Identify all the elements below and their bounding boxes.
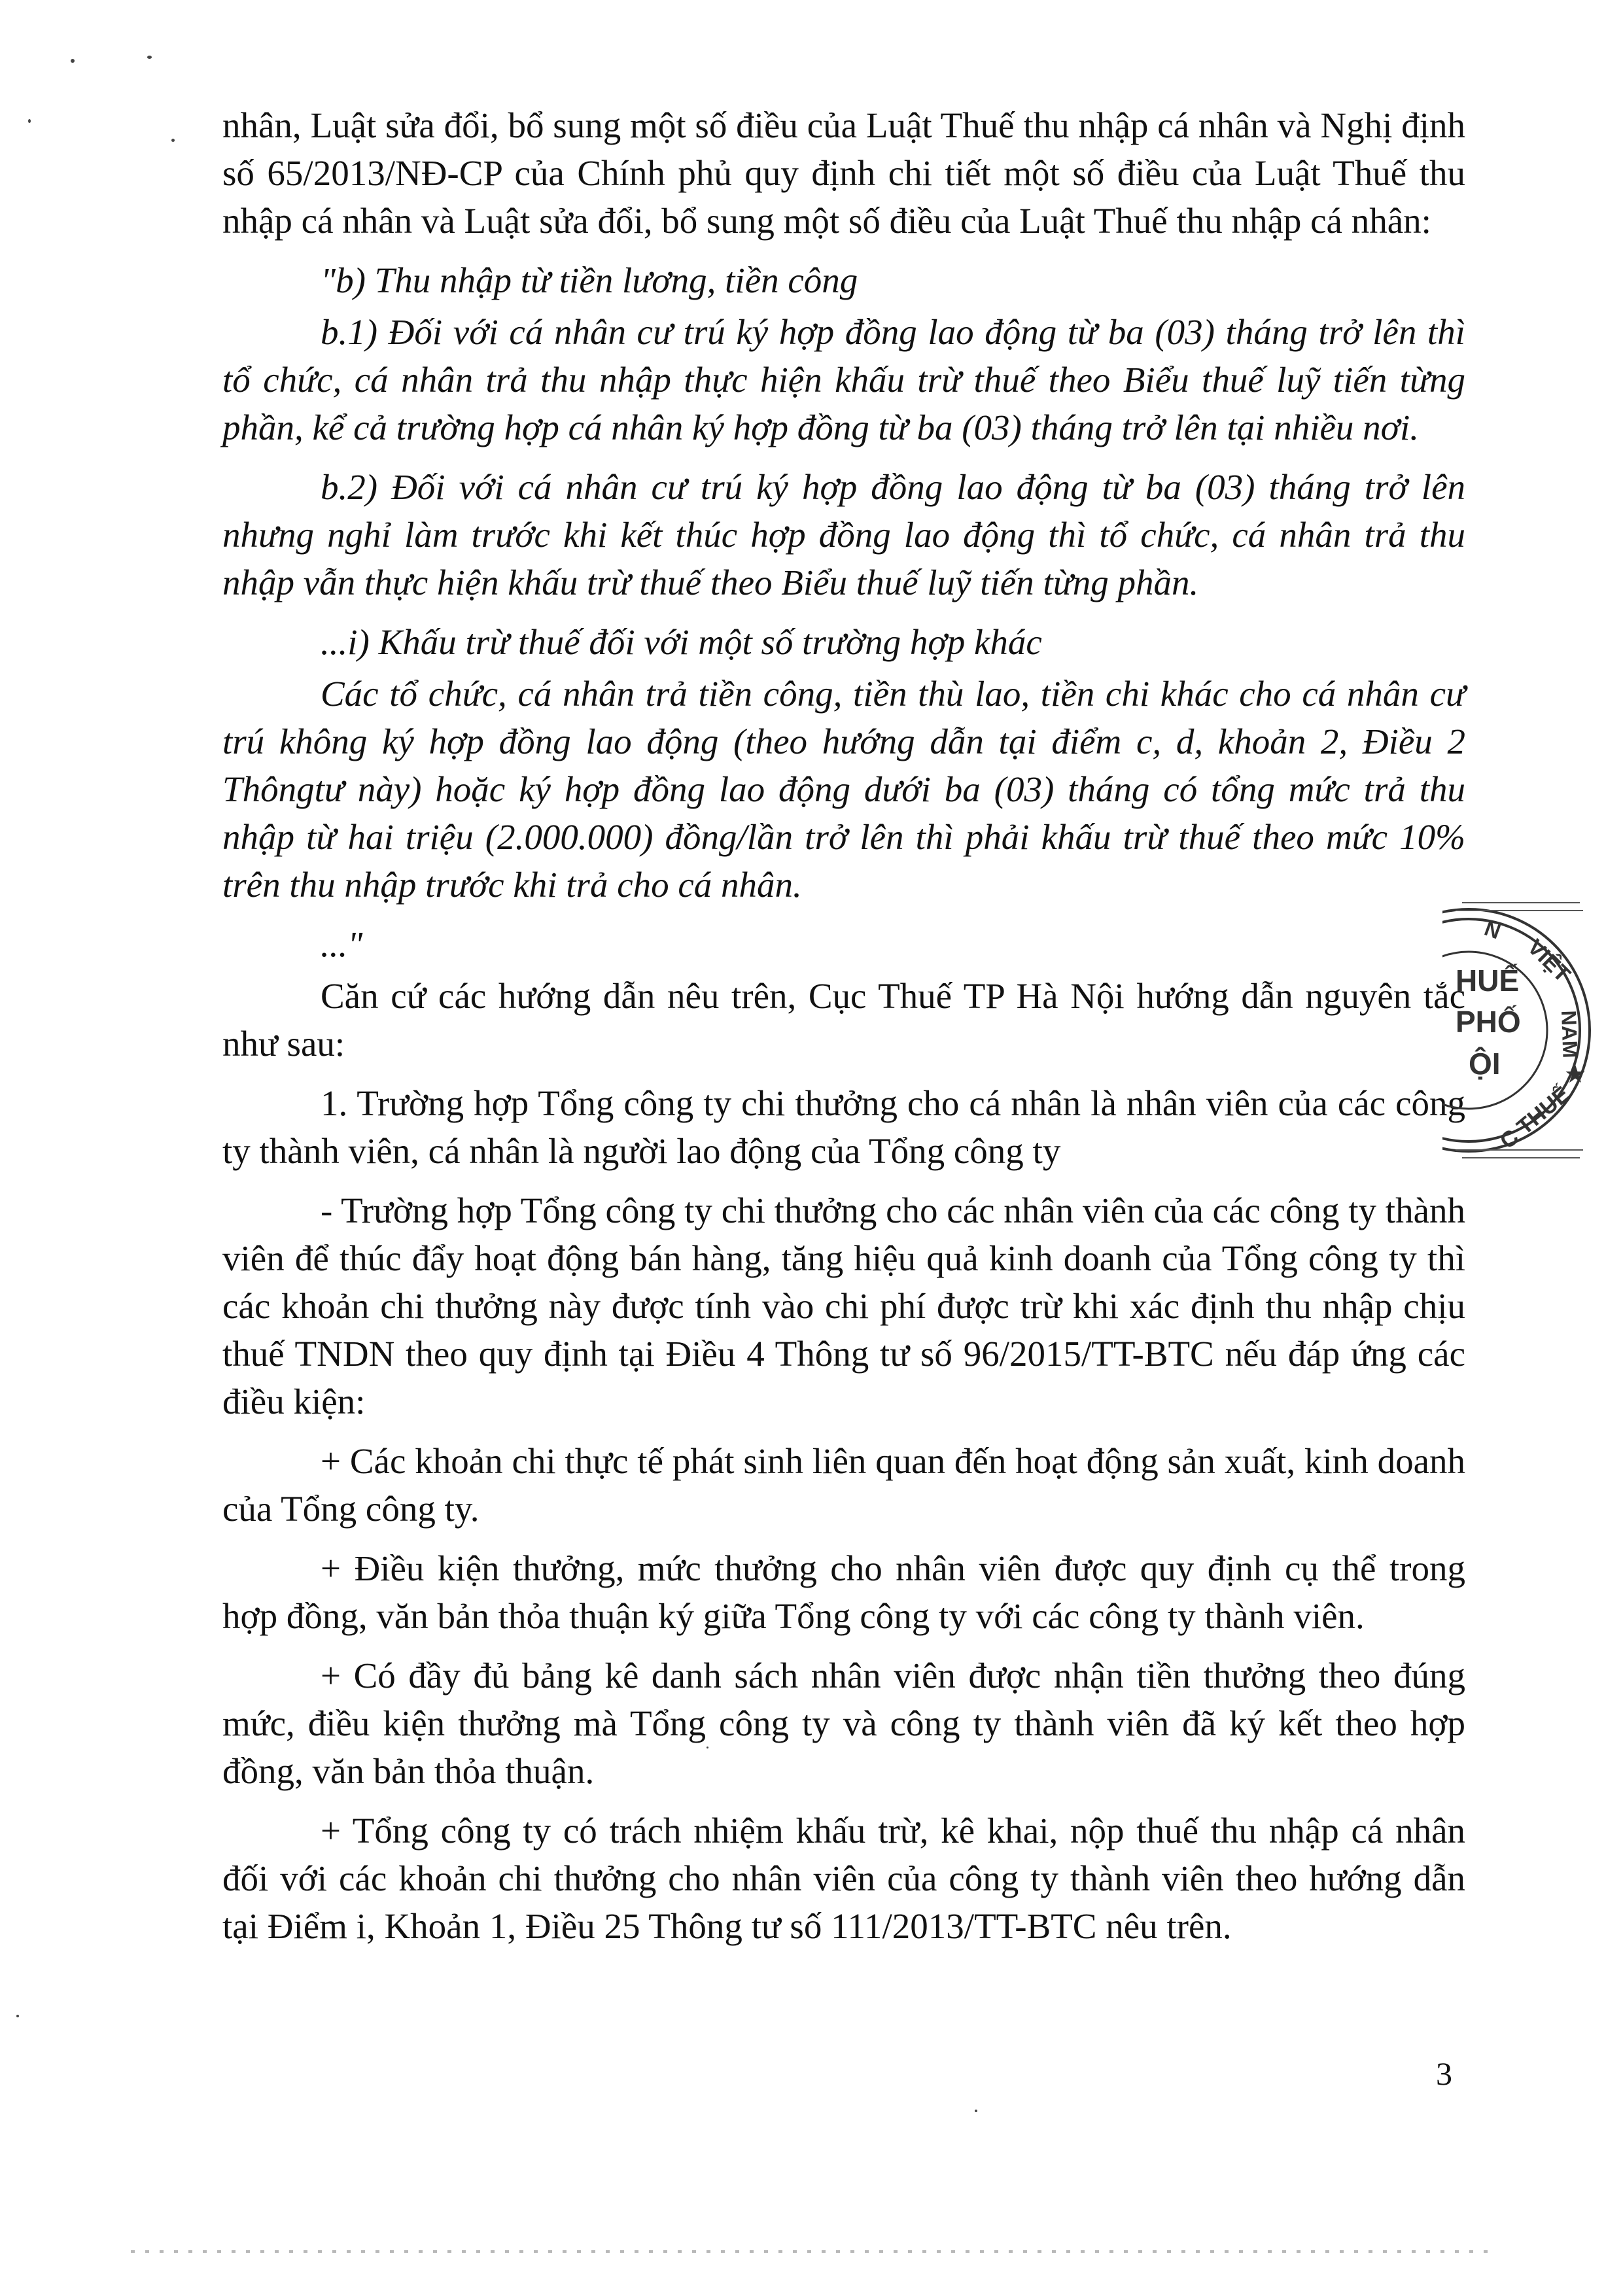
- svg-text:ỘI: ỘI: [1469, 1047, 1501, 1081]
- paragraph-case-1-detail: - Trường hợp Tổng công ty chi thưởng cho các nhân viên của các công ty thành viên để thúc đẩy hoạt động bán hàng, tăng hiệu quả kinh doanh của Tổng công ty thì các khoản chi thưởng này được tính vào chi phí được trừ khi xác định thu nhập chịu thuế TNDN theo quy định tại Điều 4 Thông tư số 96/2015/TT-BTC nếu đáp ứng các điều kiện:: [222, 1191, 1465, 1421]
- paragraph-quote-heading-i: ...i) Khấu trừ thuế đối với một số trường hợp khác: [321, 622, 1042, 662]
- paragraph-case-1: 1. Trường hợp Tổng công ty chi thưởng cho cá nhân là nhân viên của các công ty thành viên, cá nhân là người lao động của Tổng công ty: [222, 1083, 1465, 1171]
- paragraph-quote-heading-b: "b) Thu nhập từ tiền lương, tiền công: [321, 260, 858, 300]
- svg-text:N: N: [1481, 916, 1504, 944]
- paragraph-quote-b2: b.2) Đối với cá nhân cư trú ký hợp đồng lao động từ ba (03) tháng trở lên nhưng nghỉ làm trước khi kết thúc hợp đồng lao động thì tổ chức, cá nhân trả thu nhập vẫn thực hiện khấu trừ thuế theo Biểu thuế luỹ tiến từng phần.: [222, 467, 1465, 602]
- paragraph-condition-4: + Tổng công ty có trách nhiệm khấu trừ, kê khai, nộp thuế thu nhập cá nhân đối với các khoản chi thưởng cho nhân viên của công ty thành viên theo hướng dẫn tại Điểm i, Khoản 1, Điều 25 Thông tư số 111/2013/TT-BTC nêu trên.: [222, 1811, 1465, 1946]
- paragraph-condition-2: + Điều kiện thưởng, mức thưởng cho nhân viên được quy định cụ thể trong hợp đồng, văn bản thỏa thuận ký giữa Tổng công ty với các công ty thành viên.: [222, 1548, 1465, 1636]
- paragraph-quote-end: ...": [321, 924, 363, 964]
- paragraph-legal-basis-continuation: nhân, Luật sửa đổi, bổ sung một số điều của Luật Thuế thu nhập cá nhân và Nghị định số 65/2013/NĐ-CP của Chính phủ quy định chi tiết một số điều của Luật Thuế thu nhập cá nhân và Luật sửa đổi, bổ sung một số điều của Luật Thuế thu nhập cá nhân:: [222, 105, 1465, 241]
- paragraph-condition-3: + Có đầy đủ bảng kê danh sách nhân viên được nhận tiền thưởng theo đúng mức, điều kiện thưởng mà Tổng công ty và công ty thành viên đã ký kết theo hợp đồng, văn bản thỏa thuận.: [222, 1656, 1465, 1791]
- svg-text:★: ★: [1564, 1061, 1587, 1088]
- svg-text:VIỆT: VIỆT: [1522, 934, 1575, 988]
- svg-text:PHỐ: PHỐ: [1456, 1005, 1521, 1039]
- scan-edge-line: [131, 2250, 1492, 2253]
- paragraph-quote-i: Các tổ chức, cá nhân trả tiền công, tiền thù lao, tiền chi khác cho cá nhân cư trú không ký hợp đồng lao động (theo hướng dẫn tại điểm c, d, khoản 2, Điều 2 Thôngtư này) hoặc ký hợp đồng lao động dưới ba (03) tháng có tổng mức trả thu nhập từ hai triệu (2.000.000) đồng/lần trở lên thì phải khấu trừ thuế theo mức 10% trên thu nhập trước khi trả cho cá nhân.: [222, 674, 1465, 905]
- document-body: [222, 101, 1465, 1962]
- svg-text:C THUẾ: C THUẾ: [1495, 1081, 1575, 1155]
- svg-text:NAM: NAM: [1557, 1009, 1582, 1059]
- paragraph-condition-1: + Các khoản chi thực tế phát sinh liên quan đến hoạt động sản xuất, kinh doanh của Tổng công ty.: [222, 1441, 1465, 1529]
- svg-text:HUẾ: HUẾ: [1456, 964, 1520, 998]
- paragraph-quote-b1: b.1) Đối với cá nhân cư trú ký hợp đồng lao động từ ba (03) tháng trở lên thì tổ chức, cá nhân trả thu nhập thực hiện khấu trừ thuế theo Biểu thuế luỹ tiến từng phần, kể cả trường hợp cá nhân ký hợp đồng từ ba (03) tháng trở lên tại nhiều nơi.: [222, 312, 1465, 447]
- page-number: 3: [1436, 2055, 1452, 2092]
- official-seal-fragment: [1442, 877, 1593, 1184]
- paragraph-guidance-intro: Căn cứ các hướng dẫn nêu trên, Cục Thuế TP Hà Nội hướng dẫn nguyên tắc như sau:: [222, 976, 1465, 1064]
